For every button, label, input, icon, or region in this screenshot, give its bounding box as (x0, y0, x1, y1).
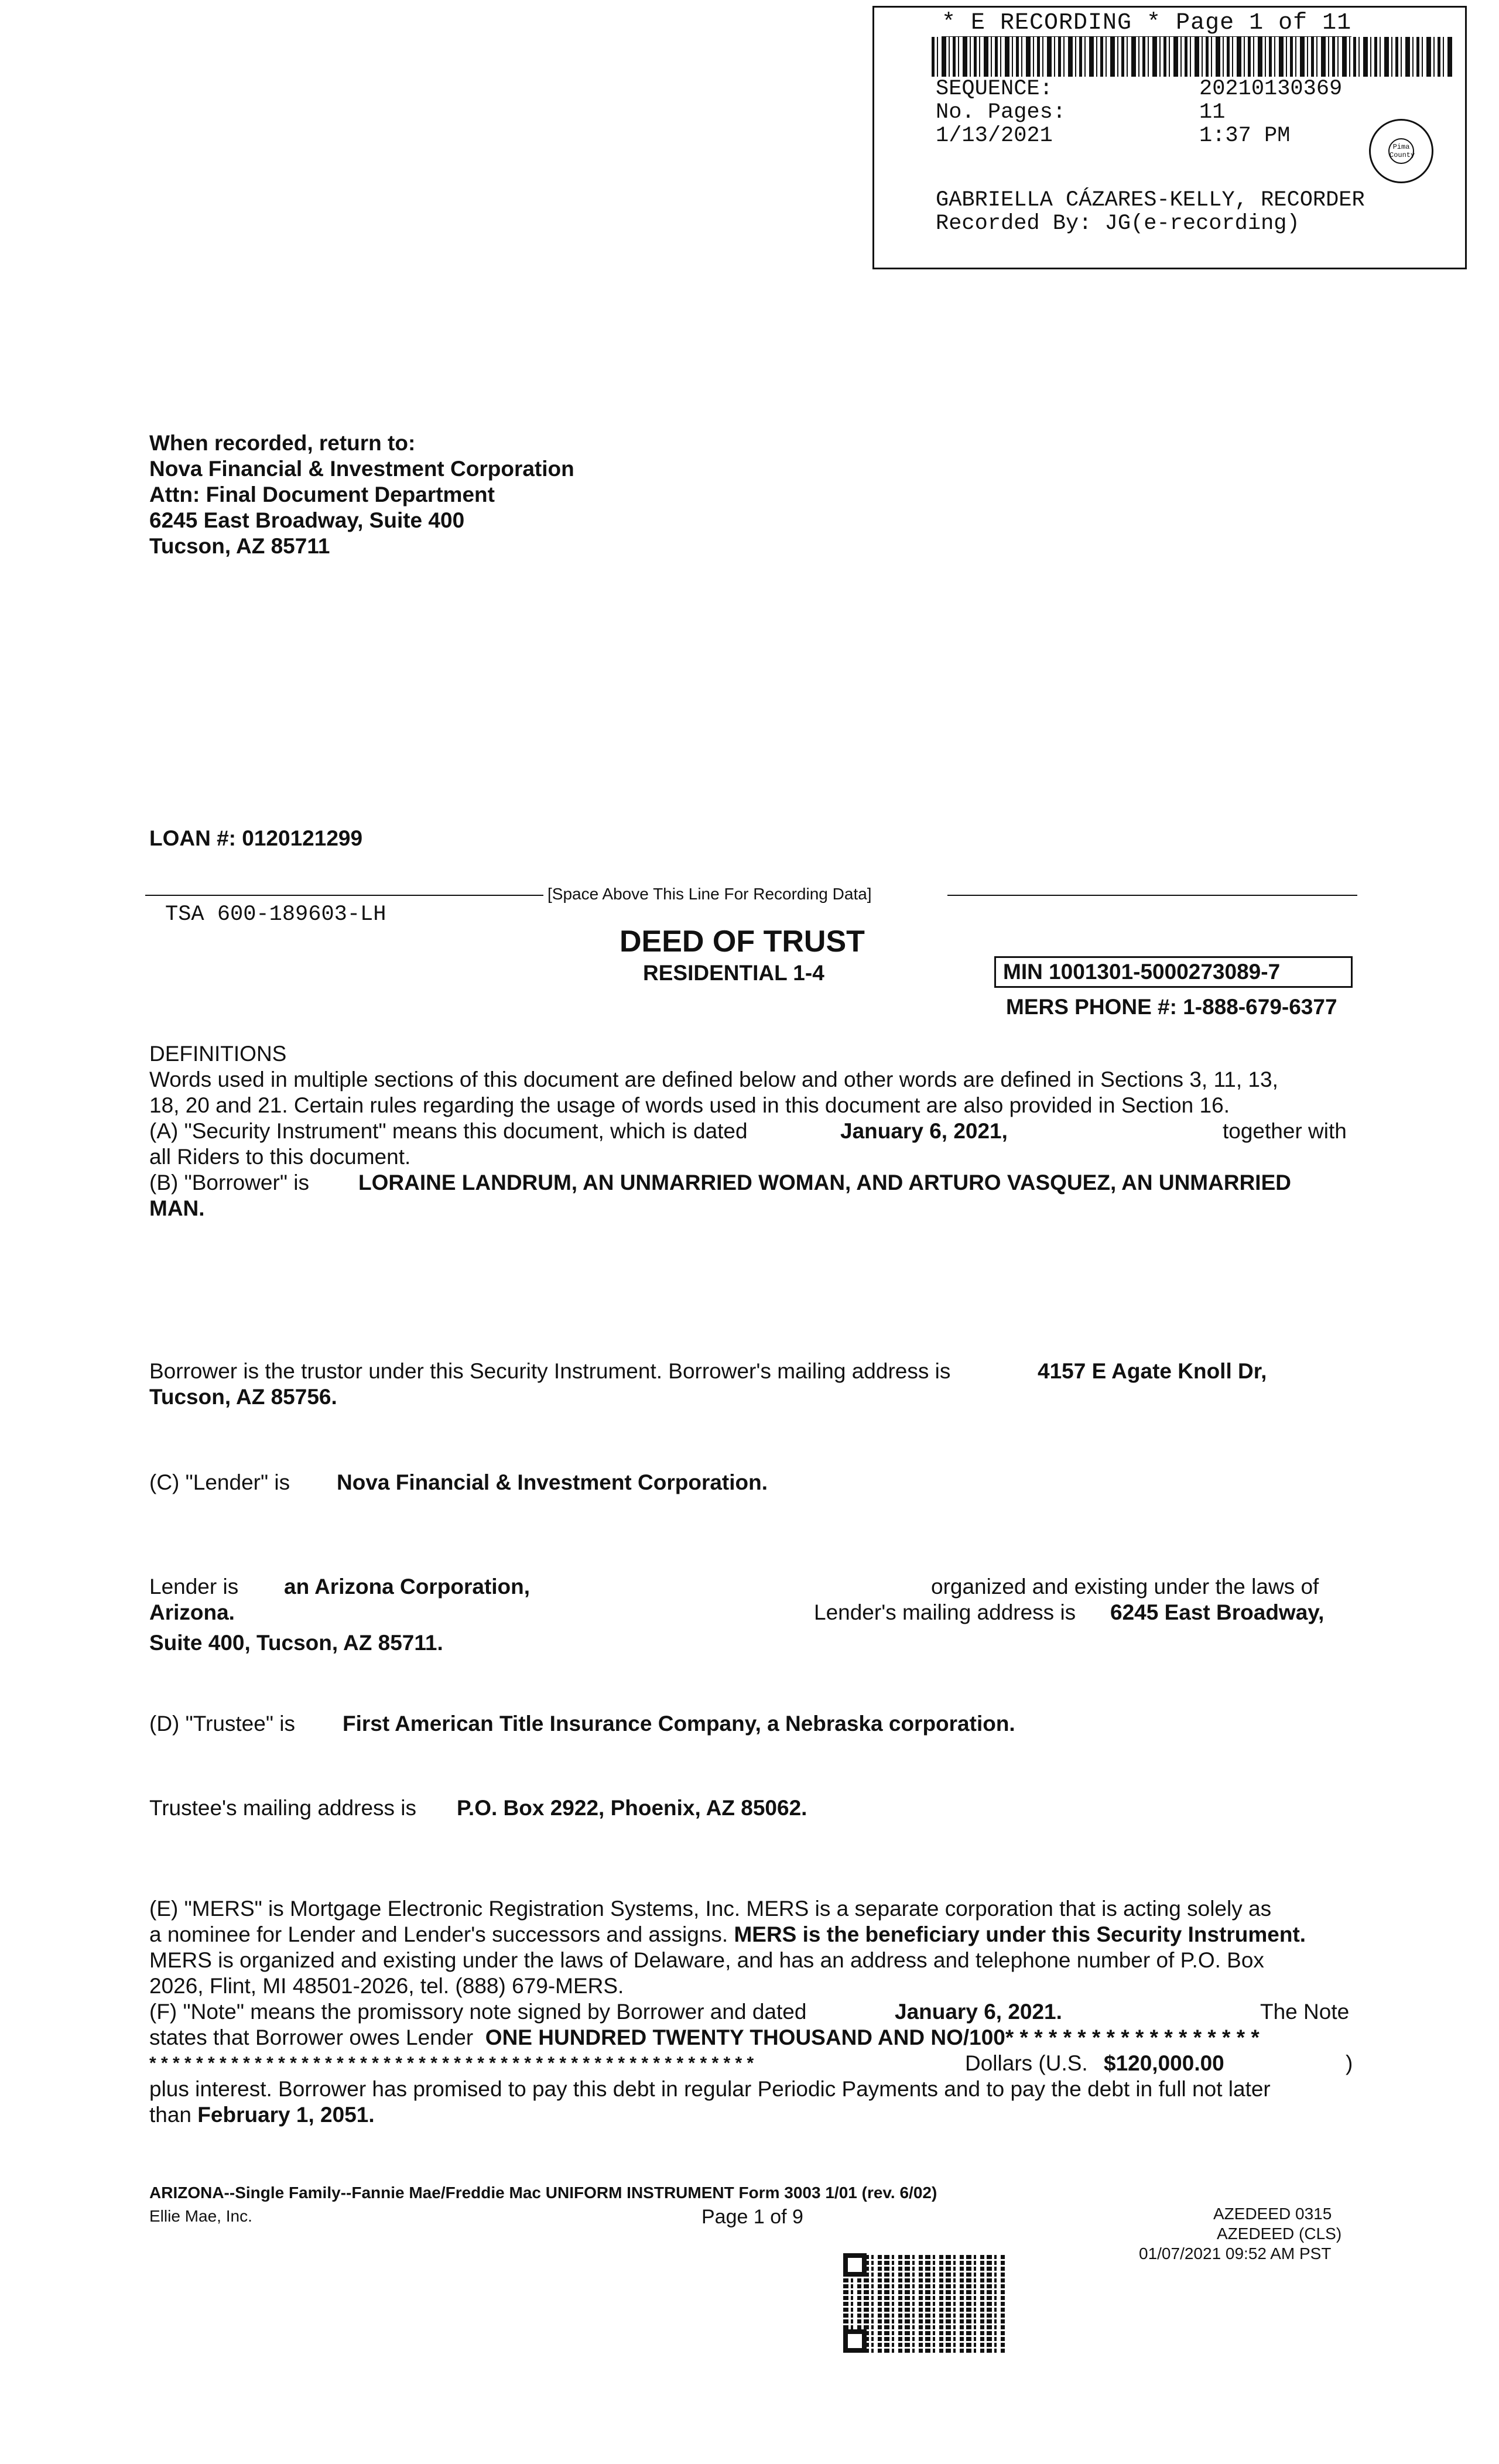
recording-line-left (145, 895, 543, 896)
barcode (932, 37, 1453, 77)
footer-form: ARIZONA--Single Family--Fannie Mae/Freddie Mac UNIFORM INSTRUMENT Form 3003 1/01 (rev. 6/02) (149, 2184, 937, 2202)
recording-line-right (947, 895, 1357, 896)
definitions-intro-1: Words used in multiple sections of this document are defined below and other words are defined in Sections 3, 11, 13, (149, 1067, 1278, 1091)
definitions-heading: DEFINITIONS (149, 1042, 287, 1066)
sequence-value: 20210130369 (1199, 77, 1343, 101)
return-to-line4: 6245 East Broadway, Suite 400 (149, 508, 465, 532)
def-f-asterisks: * * * * * * * * * * * * * * * * * * * * * * * * * * * * * * * * * * * * * * * * * * * * * * * * * * * * (149, 2054, 754, 2073)
footer-vendor: Ellie Mae, Inc. (149, 2207, 252, 2225)
lender-state: Arizona. (149, 1600, 235, 1624)
def-f-date: January 6, 2021. (895, 2000, 1062, 2024)
footer-page: Page 1 of 9 (701, 2206, 803, 2228)
def-a-line2: all Riders to this document. (149, 1145, 411, 1169)
borrower-address-2: Tucson, AZ 85756. (149, 1385, 337, 1409)
return-to-line5: Tucson, AZ 85711 (149, 534, 330, 558)
county-seal (1369, 119, 1433, 183)
qr-finder-top (843, 2253, 867, 2277)
def-f-line-4: plus interest. Borrower has promised to pay this debt in regular Periodic Payments and to pay the debt in full not later (149, 2077, 1271, 2101)
recording-stamp (872, 6, 1467, 269)
def-f-line-5: than February 1, 2051. (149, 2103, 375, 2127)
pages-value: 11 (1199, 100, 1226, 125)
seal-text: Pima County (1388, 138, 1414, 164)
def-e-line-3: MERS is organized and existing under the laws of Delaware, and has an address and telephone number of P.O. Box (149, 1948, 1264, 1972)
def-e-line-1: (E) "MERS" is Mortgage Electronic Registration Systems, Inc. MERS is a separate corporation that is acting solely as (149, 1897, 1272, 1921)
def-a-date: January 6, 2021, (840, 1119, 1008, 1143)
document-subtitle: RESIDENTIAL 1-4 (643, 961, 824, 985)
return-to-line3: Attn: Final Document Department (149, 482, 495, 507)
def-d-label: (D) "Trustee" is (149, 1712, 295, 1736)
record-time: 1:37 PM (1199, 124, 1291, 148)
def-a-label: (A) "Security Instrument" means this document, which is dated (149, 1119, 748, 1143)
def-e-line-4: 2026, Flint, MI 48501-2026, tel. (888) 679-MERS. (149, 1974, 624, 1998)
trustee-address-label: Trustee's mailing address is (149, 1796, 417, 1820)
return-to-line2: Nova Financial & Investment Corporation (149, 457, 574, 481)
def-f-close: ) (1346, 2051, 1353, 2075)
footer-code-1: AZEDEED 0315 (1213, 2205, 1332, 2223)
recorded-by: Recorded By: JG(e-recording) (936, 211, 1300, 236)
def-e-line-2: a nominee for Lender and Lender's successors and assigns. MERS is the beneficiary under this Security Instrument. (149, 1922, 1306, 1946)
def-d-value: First American Title Insurance Company, a Nebraska corporation. (343, 1712, 1015, 1736)
lender-org: organized and existing under the laws of (931, 1575, 1319, 1599)
footer-timestamp: 01/07/2021 09:52 AM PST (1139, 2244, 1332, 2263)
lender-mail-1: 6245 East Broadway, (1110, 1600, 1325, 1624)
lender-is: Lender is (149, 1575, 239, 1599)
lender-mail-2: Suite 400, Tucson, AZ 85711. (149, 1631, 443, 1655)
loan-number: LOAN #: 0120121299 (149, 826, 363, 850)
sequence-label: SEQUENCE: (936, 77, 1053, 101)
footer-code-2: AZEDEED (CLS) (1217, 2225, 1342, 2243)
qr-finder-bottom (843, 2329, 867, 2353)
qr-code (843, 2253, 1007, 2353)
recorder-name: GABRIELLA CÁZARES-KELLY, RECORDER (936, 188, 1365, 213)
def-f-line-2: states that Borrower owes Lender ONE HUNDRED TWENTY THOUSAND AND NO/100* * * * * * * * * * * * * * * * * * (149, 2025, 1260, 2049)
min-number: MIN 1001301-5000273089-7 (1003, 960, 1281, 984)
borrower-address-1: 4157 E Agate Knoll Dr, (1038, 1359, 1267, 1383)
def-b-value-2: MAN. (149, 1196, 205, 1220)
recording-data-label: [Space Above This Line For Recording Data] (547, 885, 872, 903)
def-f-label: (F) "Note" means the promissory note signed by Borrower and dated (149, 2000, 807, 2024)
def-c-label: (C) "Lender" is (149, 1470, 290, 1494)
return-to-line1: When recorded, return to: (149, 431, 416, 455)
def-a-tail: together with (1223, 1119, 1347, 1143)
mers-phone: MERS PHONE #: 1-888-679-6377 (1006, 995, 1337, 1019)
record-date: 1/13/2021 (936, 124, 1053, 148)
def-b-label: (B) "Borrower" is (149, 1171, 309, 1195)
def-f-dollars: Dollars (U.S. (965, 2051, 1088, 2075)
lender-type: an Arizona Corporation, (284, 1575, 531, 1599)
def-f-tail: The Note (1260, 2000, 1350, 2024)
stamp-header: * E RECORDING * Page 1 of 11 (942, 10, 1351, 36)
def-b-value-1: LORAINE LANDRUM, AN UNMARRIED WOMAN, AND ARTURO VASQUEZ, AN UNMARRIED (358, 1171, 1291, 1195)
borrower-address-label: Borrower is the trustor under this Security Instrument. Borrower's mailing address is (149, 1359, 951, 1383)
def-f-amount: $120,000.00 (1104, 2051, 1224, 2075)
definitions-intro-2: 18, 20 and 21. Certain rules regarding the usage of words used in this document are also provided in Section 16. (149, 1093, 1230, 1117)
document-title: DEED OF TRUST (620, 925, 865, 959)
min-box (994, 956, 1353, 988)
lender-mail-label: Lender's mailing address is (814, 1600, 1076, 1624)
pages-label: No. Pages: (936, 100, 1066, 125)
trustee-address: P.O. Box 2922, Phoenix, AZ 85062. (457, 1796, 807, 1820)
def-c-value: Nova Financial & Investment Corporation. (337, 1470, 768, 1494)
tsa-number: TSA 600-189603-LH (165, 902, 386, 927)
